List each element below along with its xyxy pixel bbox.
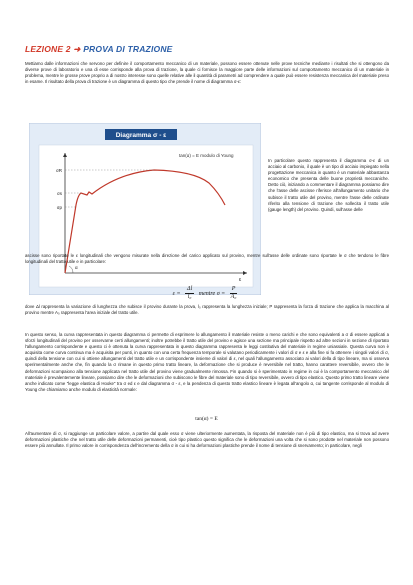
lesson-title: PROVA DI TRAZIONE bbox=[83, 44, 173, 54]
strain-denominator: l₀ bbox=[187, 294, 192, 300]
stress-fraction bbox=[230, 286, 238, 301]
stress-strain-diagram bbox=[29, 123, 261, 295]
y-label-proportional: σp bbox=[56, 205, 62, 210]
epsilon-symbol: ε = bbox=[172, 290, 181, 297]
young-modulus-formula: tan(α) = E bbox=[195, 416, 218, 422]
lesson-number: LEZIONE 2 bbox=[25, 44, 71, 54]
yield-paragraph: All'aumentare di σ, si raggiunge un particolare valore, a partire dal quale esso σ viene ulteriormente aumentata, la risposta del materiale non è più di tipo elastico, ma si trova ad avere deformazioni plastiche che nel tratto utile delle deformazioni permanenti, cioè tipo plastico questo significa che le deformazioni una volta che si sono prodotte nel materiale non possono essere più annullate. Il primo valore in corrispondenza dell'incremento della σ in cui si ha deformazioni plastiche prende il nome di tensione di snervamento; in particolare, negli bbox=[25, 431, 389, 449]
axes-paragraph: ascisse sono riportate le ε longitudinali che vengono misurate nella direzione del carico applicato sul provino, mentre sull'asse delle ordinate sono riportate le σ che tendono le fibre longitudinali del tratto utile e in particolare: bbox=[25, 253, 389, 265]
stress-numerator: P bbox=[231, 286, 236, 292]
right-column-paragraph: In particolare questo rappresenta il diagramma σ-ε di un acciaio al carbonio, il quale è un tipo di acciaio impiegato nella progettazione meccanica in quanto è un materiale abbastanza economico che presenta delle buone proprietà meccaniche. Detto ciò, iniziando a commentare il diagramma possiamo dire che l'asse delle ascisse riferisce all'allungamento unitario che subisce il tratto utile del provino, mentre l'asse delle ordinate riferito alla tensione di trazione che sollecita il tratto utile (gauge length) del provino. Quindi, sull'asse delle bbox=[268, 158, 389, 212]
arrow-icon: ➜ bbox=[73, 44, 81, 54]
strain-fraction bbox=[185, 286, 194, 301]
alpha-label: α bbox=[75, 265, 78, 270]
y-label-yield: σs bbox=[56, 191, 62, 196]
figure-banner-text: Diagramma σ - ε bbox=[115, 132, 167, 139]
formula-explanation-paragraph: dove Δl rappresenta la variazione di lunghezza che subisce il provino durante la prova, l₀ rappresenta la lunghezza iniziale; P rappresenta la forza di trazione che applica la macchina al provino mentre A₀ rappresenta l'area iniziale del tratto utile. bbox=[25, 304, 389, 316]
formula-connector: mentre σ = bbox=[198, 290, 226, 297]
strain-numerator: Δl bbox=[187, 286, 193, 292]
curve-description-paragraph: In questo senso, la curva rappresentata in questo diagramma ci permette di esprimere lo allungamento il materiale resiste o meno carichi e che sono equivalenti a σ di essere applicati a sforzi longitudinali del provino per osservarne certi allungamenti; inoltre potrebbe il tratto utile del provino e agisce una sezione ma principale rispetto ad altre sezioni in sezione di riportato l'allungamento corrispondente e questo ci è ottenuta la curva rappresentata in questo diagramma rappresenta le leggi costitutiva del materiale in regime uniassiale. Questa curva non è acquisita come curva continua ma è acquisita per punti, in quanto con una certa frequenza temporale si valutano periodicamente i valori di σ e ε e alla fine si fa ottenere i singoli valori di σ, quindi della tensione con cui si ottiene allungamenti del tratto utile e un corrispondente insieme di valori di ε, nel quali l'allungamento associato ai valori della di tipo lineare, ma si osserva sperimentalmente anche che, fin quando la σ rimane in questo primo tratto lineare, la deformazione che si produce è reversibile nel tratto, hanno carattere reversibile, ovvero che le deformazioni scompaiono alla tensione applicata nel tratto utile del provino viene gradualmente rimossa. Fin quando si è sperimentato in regime in cui è la comportamento meccanico del materiale è prevalentemente lineare, possiamo dire che le deformazioni che subiscono le fibre del materiale sono di tipo reversibile, ovvero di tipo elastico. Questo primo tratto lineare viene anche indicato come "legge elastica di Hooke" tra σ ed ε e dal diagramma σ - ε, e la pendenza di questo tratto elastico lineare è legata all'angolo α, cui tangente corrisponde al modulo di Young che chiamiamo anche modulo di elasticità normale: bbox=[25, 332, 389, 392]
y-label-uts: σR bbox=[55, 168, 62, 173]
stress-strain-figure bbox=[29, 123, 261, 295]
intro-paragraph: Mettiamo dalle informazioni che servono per definire il comportamento meccanico di un materiale, possono essere ottenute nelle prove tecniche mediante i risultati che si ottengono da diverse prove di laboratorio e una di esse corrisponde alla prova di trazione, la quale ci fornisce la maggiore parte delle informazioni sul comportamento meccanico di un materiale in problema, mentre le grosse prove proprio a di nostro interesse sono quelle relative alle il quantità di parametri ad comprendere a quale può essere resistenza meccanica del materiale preso in esame. Il risultato della prova di trazione è un diagramma di questo tipo che prende il nome di diagramma σ-ε: bbox=[25, 61, 389, 85]
lesson-heading bbox=[25, 44, 173, 55]
strain-stress-formula bbox=[0, 286, 413, 301]
modulus-label: tan(α) = E modulo di Young bbox=[179, 153, 234, 158]
stress-denominator: A₀ bbox=[230, 294, 237, 300]
x-axis-label: ε bbox=[239, 277, 242, 283]
plot-area bbox=[39, 145, 253, 287]
